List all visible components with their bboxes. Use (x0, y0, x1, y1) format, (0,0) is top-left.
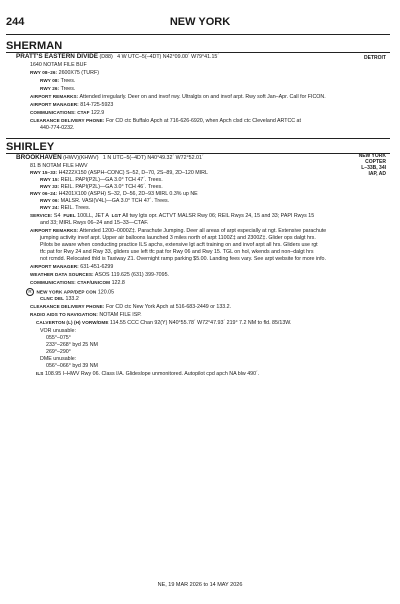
page-footer: NE, 19 MAR 2026 to 14 MAY 2026 (157, 582, 243, 588)
clearance-delivery-phone: CLEARANCE DELIVERY PHONE: For CD ctc New York Apch at 516-683-2449 or 133.2. (30, 304, 232, 310)
chart-reference: DETROIT (364, 55, 386, 61)
runway-line: RWY 08–26: 2600X75 (TURF) (30, 70, 99, 76)
ils-line: ILS 108.95 I–HWV Rwy 06. Class I/A. Glideslope unmonitored. Autopilot cpd apch NA blw 490´. (36, 371, 260, 377)
airport-remarks-continued: tfc pat for Rwy 24 and Rwy 33, gliders use left tfc pat for Rwy 06 and Rwy 15. TGL on hol, wkends and non–dalgt hrs (40, 249, 314, 255)
runway-end-line: RWY 24: REIL. Trees. (40, 205, 91, 211)
clearance-delivery-frequency: CLNC DEL 133.2 (40, 296, 79, 302)
airport-name: BROOKHAVEN (16, 154, 62, 161)
weather-data-sources: WEATHER DATA SOURCES: ASOS 119.625 (631) 399-7095. (30, 272, 169, 278)
dme-unusable-range: 056°–066° byd 39 NM (46, 363, 98, 369)
airport-manager: AIRPORT MANAGER: 814-725-5923 (30, 102, 114, 108)
airport-identifier: (D88) (99, 54, 113, 60)
airport-manager: AIRPORT MANAGER: 631-451-6299 (30, 264, 114, 270)
runway-end-line: RWY 33: REIL. PAPI(P2L)—GA 3.0° TCH 46´. Trees. (40, 184, 163, 190)
vor-unusable-range: 055°–075° (46, 335, 71, 341)
communications: COMMUNICATIONS: CTAF 122.9 (30, 110, 105, 116)
runway-end-line: RWY 15: REIL. PAPI(P2L)—GA 3.0° TCH 47´. Trees. (40, 177, 163, 183)
vor-line: CALVERTON (L) (H) VORW/DME 114.55 CCC Chan 92(Y) N40°55.78´ W72°47.93´ 219° 7.2 NM to fld. 85/13W. (36, 320, 292, 326)
airport-title-line (16, 155, 340, 162)
runway-end-line: RWY 26: Trees. (40, 86, 76, 92)
airport-remarks: AIRPORT REMARKS: Attended irregularly. Deer on and invof rwy. Ultralgts on and invof arpt. Rwy soft Jan–Apr. Call for FICON. (30, 94, 326, 100)
runway-line: RWY 06–24: H4201X100 (ASPH) S–32, D–56, 2D–93 MIRL 0.3% up NE (30, 191, 198, 197)
runway-end-line: RWY 06: MALSR. VASI(V4L)—GA 3.0° TCH 47´. Trees. (40, 198, 170, 204)
dme-unusable-label: DME unusable: (40, 356, 77, 362)
radar-symbol-icon: R (26, 288, 34, 296)
runway-line: RWY 15–33: H4222X150 (ASPH–CONC) S–52, D–70, 2S–89, 2D–120 MIRL (30, 170, 208, 176)
chart-references: NEW YORK COPTER L–33B, 34I IAP, AD (358, 153, 386, 177)
airport-remarks-continued: not rcmdd. Relocated thld is Taxiway Z1. Overnight ramp parking $5.00. Landing fees vary. See arpt website for more info. (40, 256, 326, 262)
airport-remarks: AIRPORT REMARKS: Attended 1200–0000Z‡. Parachute Jumping. Deer all areas of arpt especially at ngt. Extensive parachute (30, 228, 327, 234)
city-heading-shirley: SHIRLEY (6, 141, 55, 153)
airport-info: 1 N UTC–5(–4DT) N40°49.32´ W72°52.01´ (102, 155, 204, 161)
service-line: SERVICE: S4 FUEL 100LL, JET A LGT All twy lgts opr. ACTVT MALSR Rwy 06; REIL Rwys 24, 15 and 33; PAPI Rwys 15 (30, 213, 315, 219)
approach-departure-control: R NEW YORK APP/DEP CON 120.05 (26, 288, 340, 296)
elevation-line: 81 B NOTAM FILE HWV (30, 163, 88, 169)
clearance-delivery-continued: 440-774-0232. (40, 125, 75, 131)
airport-info: 4 W UTC–5(–4DT) N42°09.00´ W79°41.15´ (117, 54, 220, 60)
radio-aids: RADIO AIDS TO NAVIGATION: NOTAM FILE ISP. (30, 312, 142, 318)
city-divider (6, 153, 390, 154)
service-line-continued: and 33; MIRL Rwys 06–24 and 15–33—CTAF. (40, 220, 149, 226)
vor-unusable-range: 269°–290° (46, 349, 71, 355)
vor-unusable-label: VOR unusable: (40, 328, 76, 334)
airport-title-line (16, 54, 340, 61)
airport-remarks-continued: Pilots be aware when conducting practice ILS apchs, extensive lgt acft training on and invof arpt all hrs. Gliders use rgt (40, 242, 318, 248)
page-state-title: NEW YORK (169, 16, 231, 28)
page-header (0, 0, 400, 34)
communications: COMMUNICATIONS: CTAF/UNICOM 122.8 (30, 280, 125, 286)
clearance-delivery: CLEARANCE DELIVERY PHONE: For CD ctc Buffalo Apch at 716-626-6920, when Apch clsd ctc Cleveland ARTCC at (30, 118, 301, 124)
elevation-line: 1640 NOTAM FILE BUF (30, 62, 87, 68)
page-number: 244 (6, 16, 25, 28)
airport-remarks-continued: jumping activity invof arpt. Upper air balloons launched 3 miles north of arpt 1100Z‡ and 2300Z‡. Glider ops dalgt hrs. (40, 235, 316, 241)
vor-unusable-range: 233°–268° byd 25 NM (46, 342, 98, 348)
runway-end-line: RWY 08: Trees. (40, 78, 76, 84)
airport-identifier: (HWV)(KHWV) (63, 155, 99, 161)
airport-name: PRATT'S EASTERN DIVIDE (16, 53, 99, 60)
city-heading-sherman: SHERMAN (6, 40, 63, 52)
section-divider (6, 138, 390, 139)
header-divider (6, 34, 390, 35)
